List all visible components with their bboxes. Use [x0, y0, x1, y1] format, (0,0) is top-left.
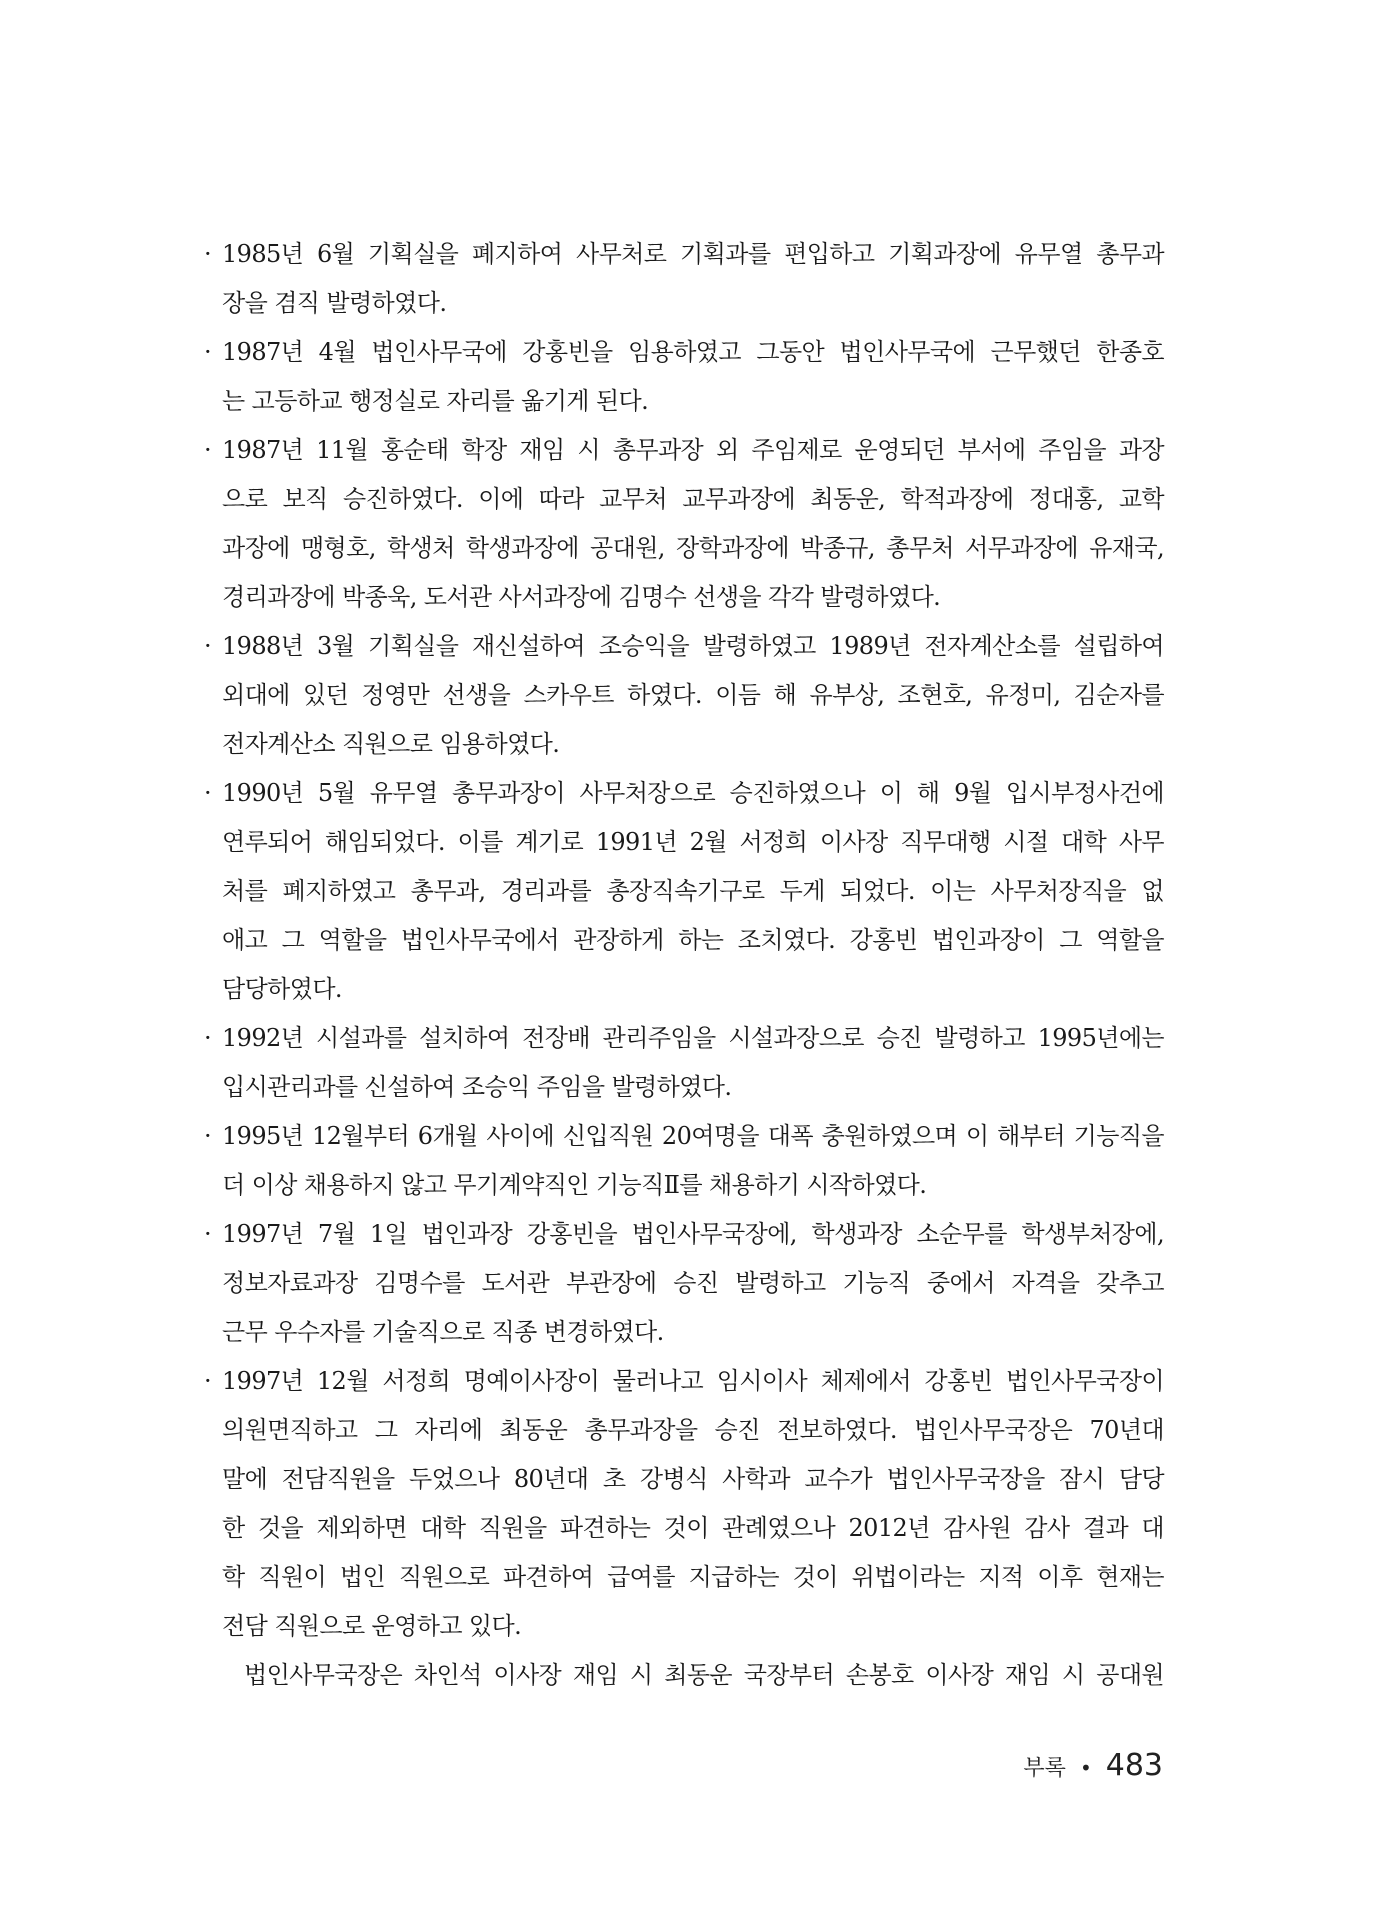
- bullet-mark: ·: [204, 1024, 212, 1052]
- text-line: 외대에 있던 정영만 선생을 스카우트 하였다. 이듬 해 유부상, 조현호, 유정미, 김순자를: [222, 681, 1164, 709]
- bullet-mark: ·: [204, 436, 212, 464]
- text-line: 1987년 4월 법인사무국에 강홍빈을 임용하였고 그동안 법인사무국에 근무했던 한종호: [222, 338, 1164, 366]
- list-item: [204, 230, 1164, 328]
- text-line: 경리과장에 박종욱, 도서관 사서과장에 김명수 선생을 각각 발령하였다.: [222, 583, 941, 611]
- list-item: [204, 622, 1164, 769]
- text-line: 한 것을 제외하면 대학 직원을 파견하는 것이 관례였으나 2012년 감사원 감사 결과 대: [222, 1514, 1164, 1542]
- bullet-mark: ·: [204, 338, 212, 366]
- text-line: 전자계산소 직원으로 임용하였다.: [222, 730, 560, 758]
- text-line: 담당하였다.: [222, 975, 342, 1003]
- text-line: 과장에 맹형호, 학생처 학생과장에 공대원, 장학과장에 박종규, 총무처 서무과장에 유재국,: [222, 534, 1164, 562]
- text-line: 1987년 11월 홍순태 학장 재임 시 총무과장 외 주임제로 운영되던 부서에 주임을 과장: [222, 436, 1164, 464]
- separator-dot: •: [1079, 1756, 1092, 1780]
- text-line: 1990년 5월 유무열 총무과장이 사무처장으로 승진하였으나 이 해 9월 입시부정사건에: [222, 779, 1164, 807]
- text-line: 1992년 시설과를 설치하여 전장배 관리주임을 시설과장으로 승진 발령하고 1995년에는: [222, 1024, 1164, 1052]
- text-line: 말에 전담직원을 두었으나 80년대 초 강병식 사학과 교수가 법인사무국장을 잠시 담당: [222, 1465, 1164, 1493]
- text-line: 1988년 3월 기획실을 재신설하여 조승익을 발령하였고 1989년 전자계산소를 설립하여: [222, 632, 1164, 660]
- bullet-mark: ·: [204, 240, 212, 268]
- list-item: [204, 769, 1164, 1014]
- bullet-mark: ·: [204, 1220, 212, 1248]
- bullet-mark: ·: [204, 1122, 212, 1150]
- text-line: 애고 그 역할을 법인사무국에서 관장하게 하는 조치였다. 강홍빈 법인과장이 그 역할을: [222, 926, 1164, 954]
- text-line: 1985년 6월 기획실을 폐지하여 사무처로 기획과를 편입하고 기획과장에 유무열 총무과: [222, 240, 1164, 268]
- list-item: [204, 1357, 1164, 1651]
- text-line: 정보자료과장 김명수를 도서관 부관장에 승진 발령하고 기능직 중에서 자격을 갖추고: [222, 1269, 1164, 1297]
- text-line: 는 고등하교 행정실로 자리를 옮기게 된다.: [222, 387, 649, 415]
- text-line: 처를 폐지하였고 총무과, 경리과를 총장직속기구로 두게 되었다. 이는 사무처장직을 없: [222, 877, 1164, 905]
- text-line: 장을 겸직 발령하였다.: [222, 289, 447, 317]
- text-line: 의원면직하고 그 자리에 최동운 총무과장을 승진 전보하였다. 법인사무국장은 70년대: [222, 1416, 1165, 1444]
- closing-paragraph: [204, 1651, 1164, 1700]
- list-item: [204, 1112, 1164, 1210]
- text-line: 더 이상 채용하지 않고 무기계약직인 기능직Ⅱ를 채용하기 시작하였다.: [222, 1171, 927, 1199]
- bullet-mark: ·: [204, 632, 212, 660]
- list-item: [204, 426, 1164, 622]
- text-line: 근무 우수자를 기술직으로 직종 변경하였다.: [222, 1318, 664, 1346]
- text-line: 법인사무국장은 차인석 이사장 재임 시 최동운 국장부터 손봉호 이사장 재임 시 공대원: [244, 1661, 1164, 1689]
- text-line: 전담 직원으로 운영하고 있다.: [222, 1612, 522, 1640]
- bullet-mark: ·: [204, 779, 212, 807]
- text-line: 연루되어 해임되었다. 이를 계기로 1991년 2월 서정희 이사장 직무대행 시절 대학 사무: [222, 828, 1164, 856]
- bullet-mark: ·: [204, 1367, 212, 1395]
- page-number: 483: [1105, 1748, 1163, 1783]
- text-line: 학 직원이 법인 직원으로 파견하여 급여를 지급하는 것이 위법이라는 지적 이후 현재는: [222, 1563, 1164, 1591]
- list-item: [204, 328, 1164, 426]
- list-item: [204, 1210, 1164, 1357]
- body-text: [204, 230, 1164, 1700]
- list-item: [204, 1014, 1164, 1112]
- text-line: 입시관리과를 신설하여 조승익 주임을 발령하였다.: [222, 1073, 732, 1101]
- text-line: 으로 보직 승진하였다. 이에 따라 교무처 교무과장에 최동운, 학적과장에 정대홍, 교학: [222, 485, 1164, 513]
- text-line: 1995년 12월부터 6개월 사이에 신입직원 20여명을 대폭 충원하였으며 이 해부터 기능직을: [222, 1122, 1164, 1150]
- text-line: 1997년 12월 서정희 명예이사장이 물러나고 임시이사 체제에서 강홍빈 법인사무국장이: [222, 1367, 1164, 1395]
- section-label: 부록: [1023, 1756, 1066, 1781]
- text-line: 1997년 7월 1일 법인과장 강홍빈을 법인사무국장에, 학생과장 소순무를 학생부처장에,: [222, 1220, 1164, 1248]
- page-footer: [1023, 1748, 1163, 1783]
